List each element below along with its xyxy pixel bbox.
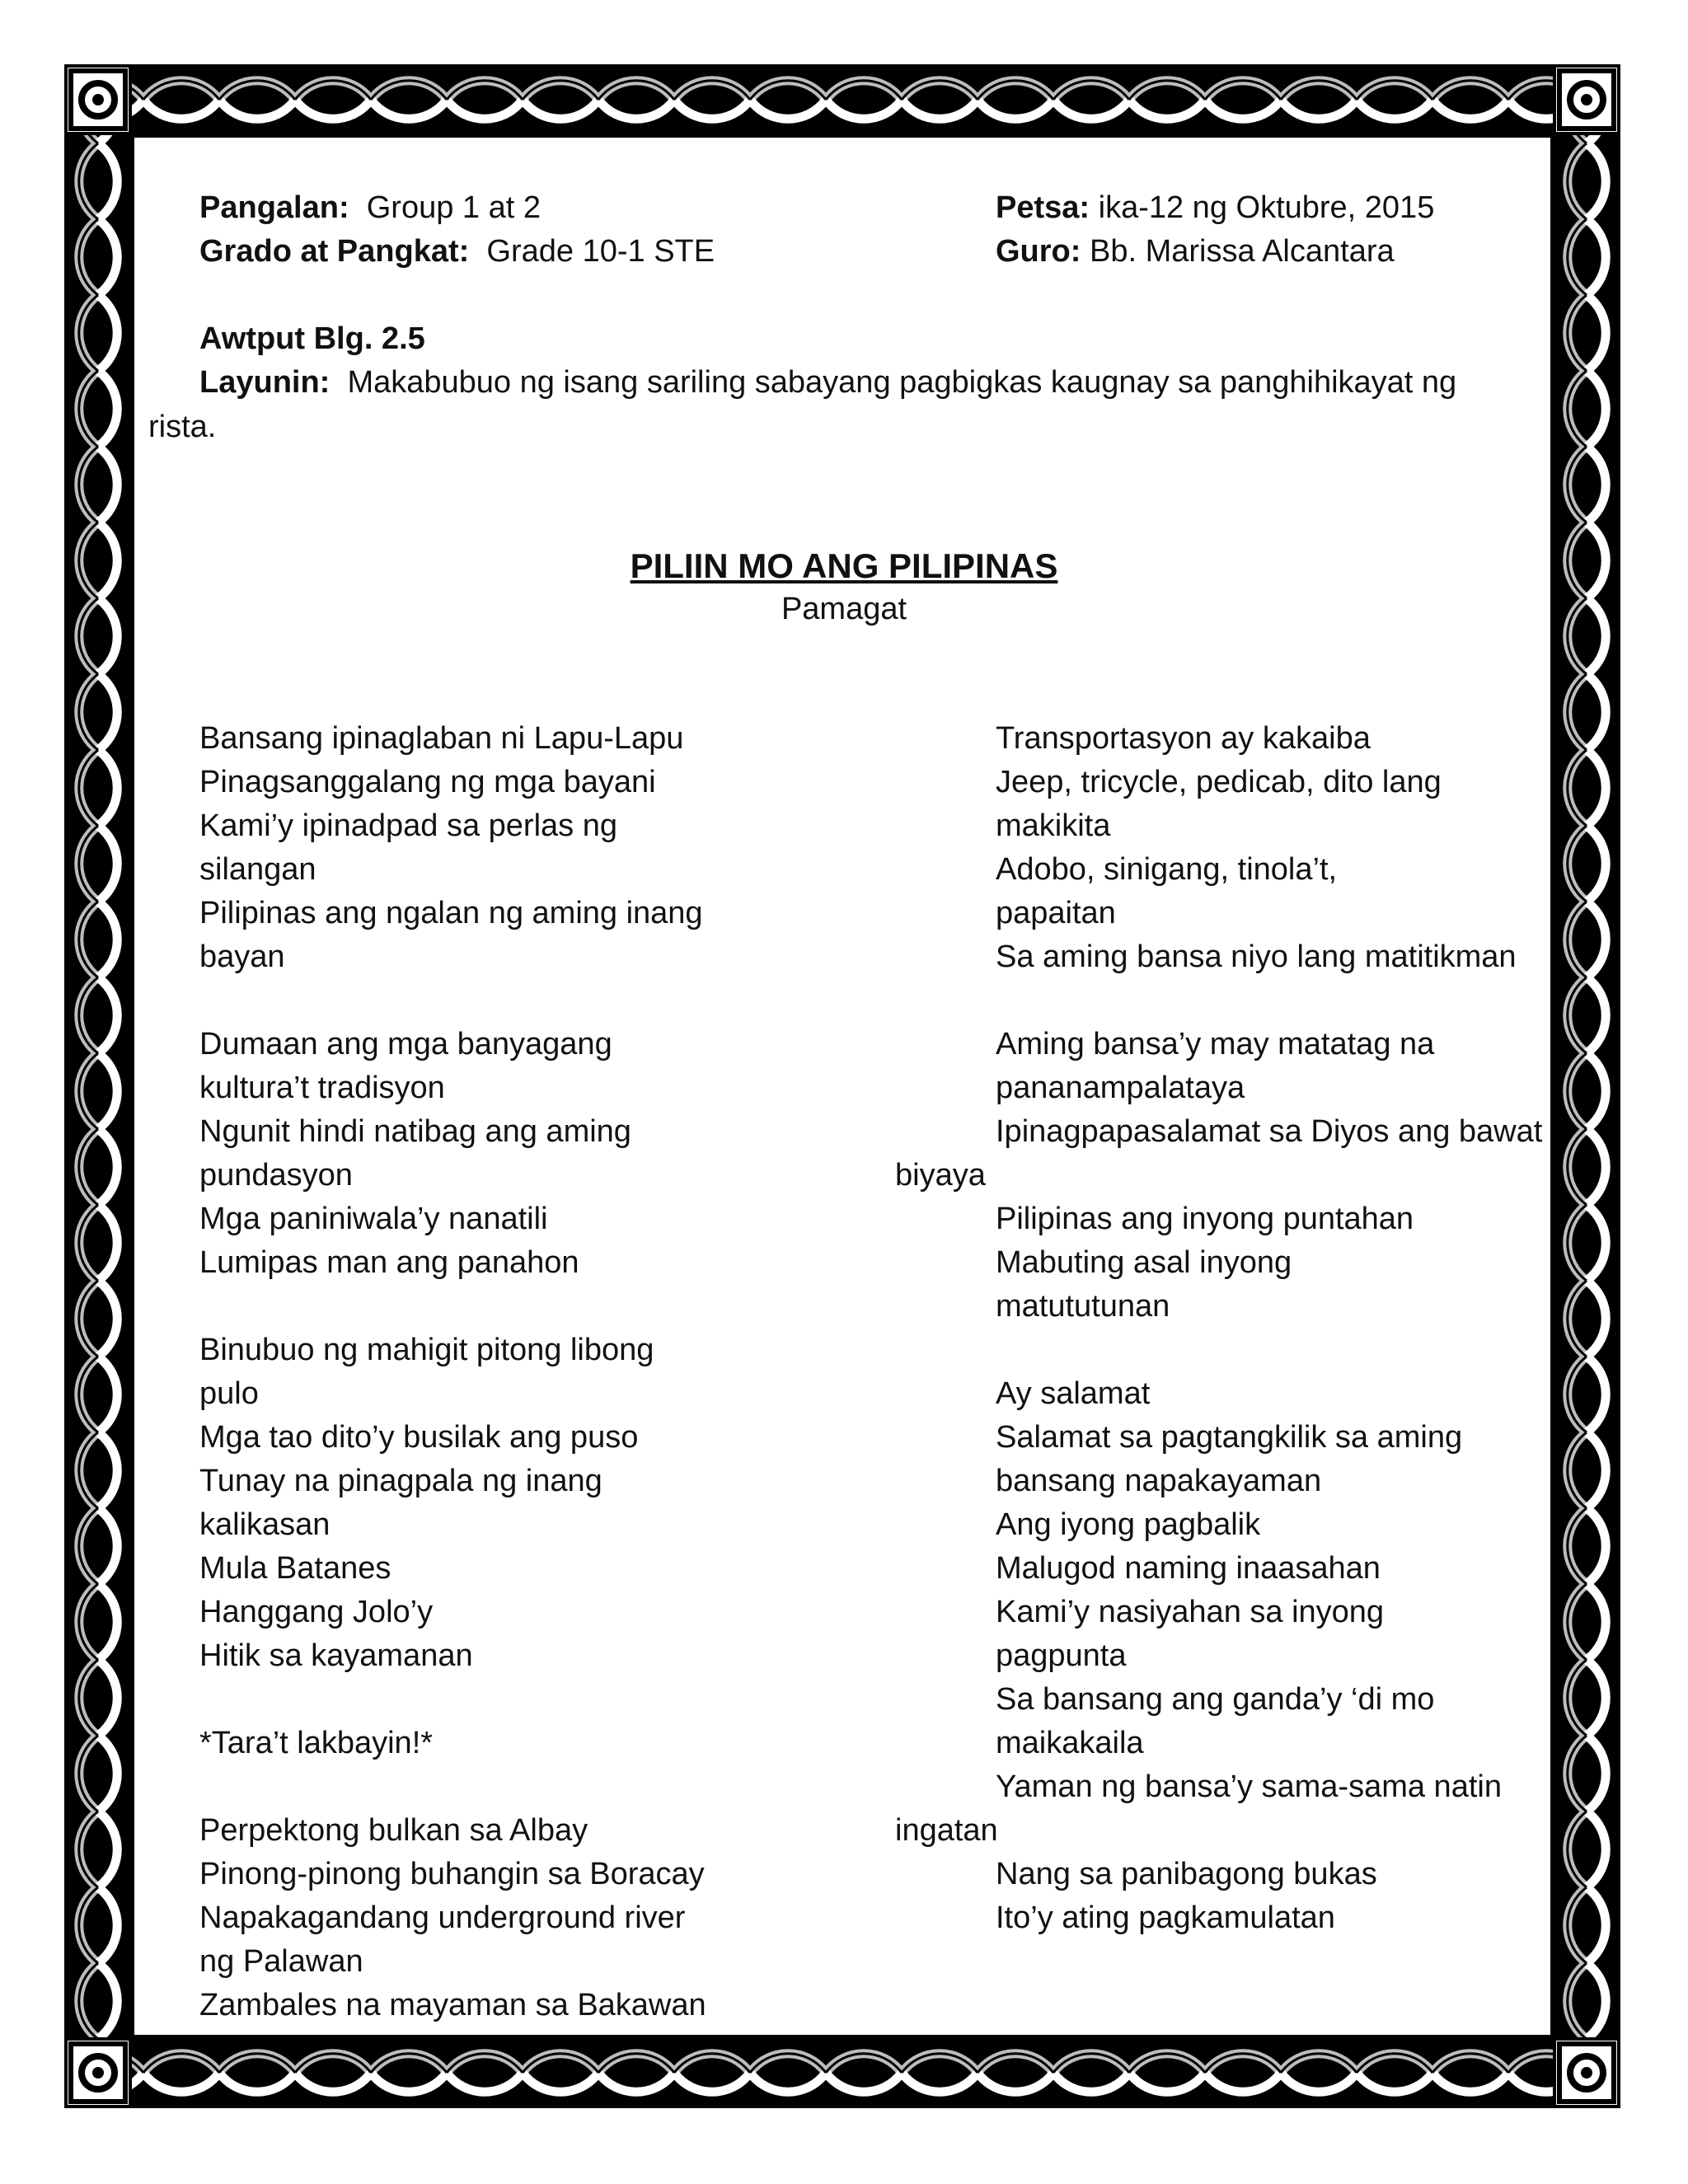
poem-line: papaitan: [996, 896, 1116, 930]
header-left: [199, 186, 715, 274]
poem-subtitle: Pamagat: [781, 592, 907, 626]
poem-line: pulo: [199, 1376, 259, 1411]
name-label: Pangalan:: [199, 190, 349, 225]
poem-line: Malugod naming inaasahan: [996, 1551, 1381, 1586]
output-number: Awtput Blg. 2.5: [199, 321, 425, 356]
poem-line: Hitik sa kayamanan: [199, 1638, 473, 1673]
poem-line: Transportasyon ay kakaiba: [996, 721, 1371, 756]
border-corner-ornament-icon: [64, 2037, 132, 2108]
grade-label: Grado at Pangkat:: [199, 234, 470, 269]
poem-line: Yaman ng bansa’y sama-sama natin: [996, 1769, 1502, 1804]
poem-line: [199, 1285, 706, 1329]
poem-line: Mabuting asal inyong: [996, 1245, 1292, 1280]
poem-line: Kami’y nasiyahan sa inyong: [996, 1595, 1385, 1629]
poem-line: Pinagsanggalang ng mga bayani: [199, 765, 656, 799]
date-row: [996, 186, 1434, 230]
poem-line: Hanggang Jolo’y: [199, 1595, 434, 1629]
poem-line: Adobo, sinigang, tinola’t,: [996, 852, 1338, 887]
poem-line: [199, 1765, 706, 1809]
border-corner-ornament-icon: [1553, 2037, 1620, 2108]
border-band-top: [64, 64, 1620, 135]
teacher-row: [996, 230, 1434, 274]
poem-line: Bansang ipinaglaban ni Lapu-Lapu: [199, 721, 684, 756]
border-corner-ornament-icon: [64, 64, 132, 135]
poem-line: kalikasan: [199, 1507, 331, 1542]
name-value: Group 1 at 2: [366, 190, 541, 225]
poem-line: biyaya: [895, 1158, 986, 1193]
poem-line: bayan: [199, 940, 285, 974]
objective-text: Makabubuo ng isang sariling sabayang pagbigkas kaugnay sa panghihikayat ng: [347, 365, 1457, 400]
poem-line: Perpektong bulkan sa Albay: [199, 1813, 588, 1848]
poem-line: Pilipinas ang inyong puntahan: [996, 1202, 1414, 1236]
poem-line: Salamat sa pagtangkilik sa aming: [996, 1420, 1463, 1455]
border-band-right: [1553, 64, 1620, 2108]
poem-line: Sa bansang ang ganda’y ‘di mo: [996, 1682, 1435, 1717]
border-band-left: [64, 64, 132, 2108]
poem-line: Mga paniniwala’y nanatili: [199, 1202, 548, 1236]
poem-line: ingatan: [895, 1813, 998, 1848]
poem-line: [996, 979, 1553, 1023]
poem-line: pundasyon: [199, 1158, 353, 1193]
date-value: ika-12 ng Oktubre, 2015: [1098, 190, 1435, 225]
poem-line: Dumaan ang mga banyagang: [199, 1027, 612, 1062]
poem-line: [996, 1329, 1553, 1372]
poem-line: matututunan: [996, 1289, 1170, 1324]
poem-line: pananampalataya: [996, 1071, 1245, 1105]
poem-line: Napakagandang underground river: [199, 1900, 686, 1935]
poem-line: silangan: [199, 852, 316, 887]
poem-line: Pilipinas ang ngalan ng aming inang: [199, 896, 703, 930]
objective-line: [199, 361, 1456, 405]
poem-line: Ipinagpapasalamat sa Diyos ang bawat: [996, 1114, 1543, 1149]
poem-line: Ito’y ating pagkamulatan: [996, 1900, 1335, 1935]
poem-line: Ngunit hindi natibag ang aming: [199, 1114, 631, 1149]
poem-line: Tunay na pinagpala ng inang: [199, 1464, 603, 1498]
header-right: [996, 186, 1434, 274]
date-label: Petsa:: [996, 190, 1090, 225]
poem-line: Ay salamat: [996, 1376, 1151, 1411]
poem-line: Lumipas man ang panahon: [199, 1245, 579, 1280]
poem-line: bansang napakayaman: [996, 1464, 1322, 1498]
poem-line: [199, 1678, 706, 1722]
grade-value: Grade 10-1 STE: [486, 234, 715, 269]
poem-line: Zambales na mayaman sa Bakawan: [199, 1988, 706, 2022]
poem-line: *Tara’t lakbayin!*: [199, 1726, 434, 1760]
poem-line: pagpunta: [996, 1638, 1127, 1673]
poem-line: Pinong-pinong buhangin sa Boracay: [199, 1857, 705, 1891]
poem-line: Sa aming bansa niyo lang matitikman: [996, 940, 1517, 974]
poem-line: Mga tao dito’y busilak ang puso: [199, 1420, 639, 1455]
name-row: [199, 186, 715, 230]
poem-line: kultura’t tradisyon: [199, 1071, 445, 1105]
teacher-value: Bb. Marissa Alcantara: [1090, 234, 1395, 269]
poem-right-column: [895, 717, 1553, 1940]
poem-title: PILIIN MO ANG PILIPINAS: [630, 546, 1058, 585]
objective-label: Layunin:: [199, 365, 331, 400]
border-band-bottom: [64, 2037, 1620, 2108]
poem-line: maikakaila: [996, 1726, 1144, 1760]
poem-line: ng Palawan: [199, 1944, 363, 1979]
poem-line: Kami’y ipinadpad sa perlas ng: [199, 808, 617, 843]
objective-continuation: rista.: [148, 410, 217, 444]
teacher-label: Guro:: [996, 234, 1081, 269]
poem-line: makikita: [996, 808, 1111, 843]
grade-row: [199, 230, 715, 274]
poem-left-column: [199, 717, 706, 2027]
poem-line: Nang sa panibagong bukas: [996, 1857, 1377, 1891]
poem-line: Binubuo ng mahigit pitong libong: [199, 1333, 654, 1367]
poem-line: [199, 979, 706, 1023]
poem-line: Ang iyong pagbalik: [996, 1507, 1261, 1542]
poem-line: Jeep, tricycle, pedicab, dito lang: [996, 765, 1442, 799]
border-corner-ornament-icon: [1553, 64, 1620, 135]
poem-line: Mula Batanes: [199, 1551, 392, 1586]
poem-line: Aming bansa’y may matatag na: [996, 1027, 1435, 1062]
